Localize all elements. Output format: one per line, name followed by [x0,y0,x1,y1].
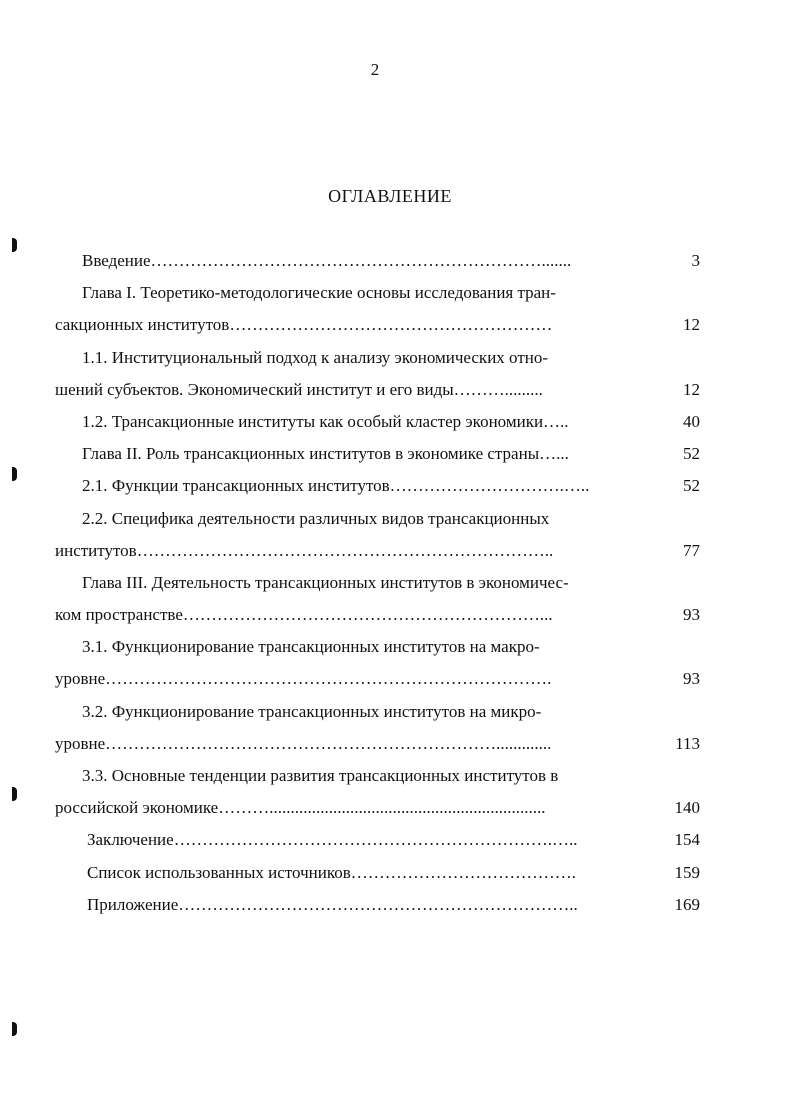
toc-entry-section-2-1 [55,470,715,502]
toc-entry-page: 52 [683,476,700,496]
toc-entry-page: 169 [674,894,700,914]
toc-entry-page: 159 [674,862,700,882]
toc-entry-section-3-1-cont [55,663,715,695]
toc-entry-text: 3.2. Функционирование трансакционных институтов на микро- [82,701,542,721]
binding-hole-mark [12,1022,17,1036]
toc-entry-chapter-3-cont [55,599,715,631]
toc-entry-text: 3.3. Основные тенденции развития трансакционных институтов в [82,766,559,785]
toc-entry-page: 3 [691,251,700,270]
toc-entry-chapter-2 [55,438,715,470]
toc-entry-text: Глава I. Теоретико-методологические основы исследования тран- [82,283,556,303]
toc-entry-text: уровне……………………………………………………………………. [55,669,552,689]
toc-entry-section-3-2-cont [55,728,715,760]
toc-entry-section-1-1-cont [55,374,715,406]
toc-entry-section-1-1 [55,342,715,374]
toc-entry-section-2-2-cont [55,535,715,567]
toc-entry-page: 93 [683,605,700,625]
toc-entry-text: Глава II. Роль трансакционных институтов в экономике страны…... [82,444,569,464]
toc-entry-chapter-1-cont [55,309,715,341]
toc-entry-page: 154 [674,830,700,850]
toc-entry-section-3-2 [55,696,715,728]
toc-entry-page: 12 [683,315,700,335]
toc-entry-text: 2.1. Функции трансакционных институтов………………………….….. [82,476,590,496]
toc-entry-text: 3.1. Функционирование трансакционных институтов на макро- [82,637,540,657]
toc-entry-text: 1.2. Трансакционные институты как особый кластер экономики….. [82,411,569,431]
toc-entry-text: шений субъектов. Экономический институт и его виды………......... [55,379,543,399]
toc-entry-section-2-2 [55,503,715,535]
toc-entry-text: российской экономике………................................................................. [55,798,546,818]
table-of-contents [55,245,715,921]
toc-entry-text: институтов……………………………………………………………….. [55,540,554,560]
binding-hole-mark [12,787,17,801]
toc-entry-text: Заключение………………………………………………………….….. [87,830,578,850]
toc-entry-text: Приложение…………………………………………………………….. [87,894,578,914]
toc-entry-text: уровне……………………………………………………………............. [55,733,552,753]
toc-entry-section-3-1 [55,631,715,663]
toc-entry-text: Глава III. Деятельность трансакционных институтов в экономичес- [82,572,569,592]
binding-hole-mark [12,238,17,252]
toc-entry-page: 113 [675,733,700,753]
toc-entry-chapter-1 [55,277,715,309]
toc-entry-page: 93 [683,669,700,689]
toc-entry-page: 12 [683,379,700,399]
toc-title: ОГЛАВЛЕНИЕ [328,186,452,206]
toc-entry-section-3-3 [55,760,715,792]
toc-entry-text: сакционных институтов………………………………………………… [55,315,553,335]
toc-entry-references [55,857,715,889]
toc-entry-section-3-3-cont [55,792,715,824]
toc-entry-text: Введение……………………………………………………………....... [82,251,572,270]
toc-entry-conclusion [55,824,715,856]
toc-entry-page: 77 [683,540,700,560]
toc-entry-text: 2.2. Специфика деятельности различных видов трансакционных [82,508,550,528]
toc-entry-page: 52 [683,444,700,464]
toc-entry-page: 40 [683,411,700,431]
toc-entry-introduction [55,245,715,277]
page-number: 2 [370,60,380,79]
toc-entry-section-1-2 [55,406,715,438]
binding-hole-mark [12,467,17,481]
toc-entry-appendix [55,889,715,921]
toc-entry-text: Список использованных источников…………………………………. [87,862,576,882]
toc-entry-text: ком пространстве………………………………………………………... [55,605,553,625]
toc-entry-page: 140 [674,798,700,818]
toc-entry-chapter-3 [55,567,715,599]
toc-entry-text: 1.1. Институциональный подход к анализу экономических отно- [82,347,549,367]
